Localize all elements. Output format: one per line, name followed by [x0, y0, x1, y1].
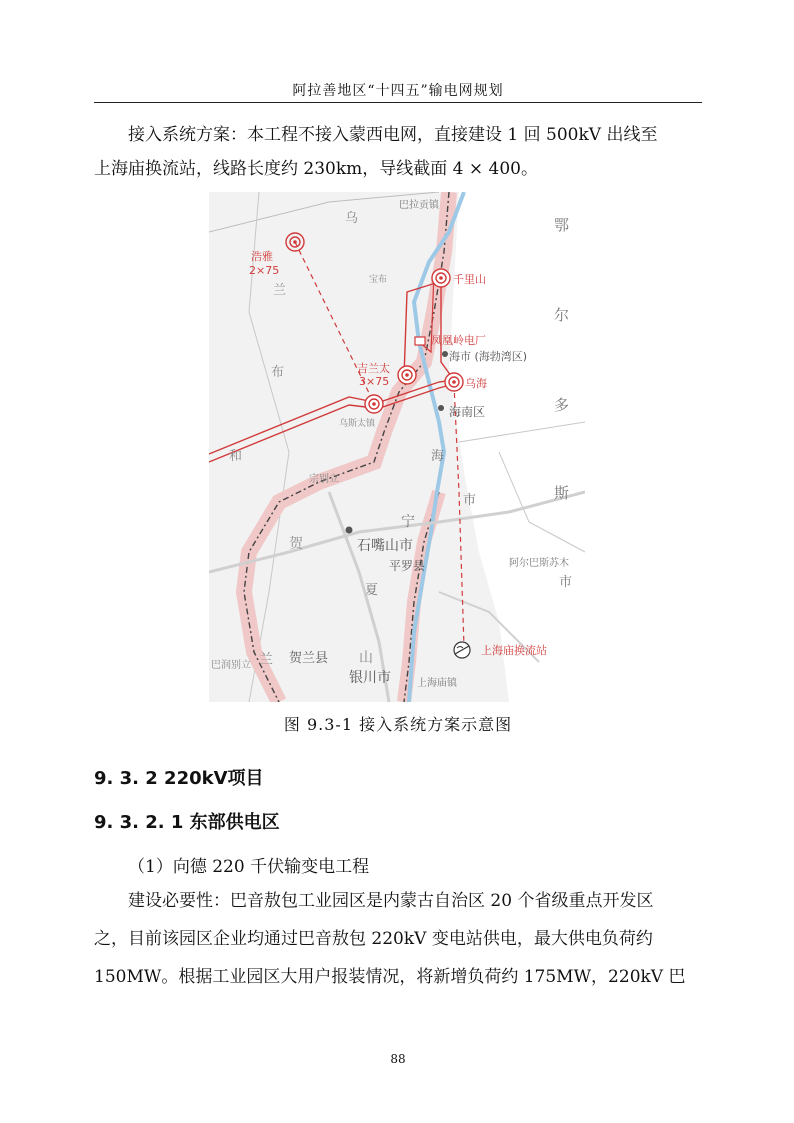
item-heading: （1）向德 220 千伏输变电工程	[128, 857, 370, 877]
label-xinliang: 宝布	[369, 275, 388, 285]
label-jilantai: 吉兰太	[357, 362, 390, 375]
label-fenghuangling: 凤凰岭电厂	[431, 334, 486, 347]
substation-west-icon	[365, 395, 383, 413]
converter-station-icon	[454, 642, 470, 658]
label-shanghaimiao-town: 上海庙镇	[417, 678, 457, 689]
label-shanghaimiao-station: 上海庙换流站	[481, 644, 547, 657]
city-dot	[438, 405, 444, 411]
substation-wuhai-icon	[445, 373, 463, 391]
city-dot	[346, 527, 353, 534]
label-lan: 兰	[273, 283, 287, 298]
label-pingluo: 平罗县	[389, 559, 426, 573]
label-helan: 贺兰县	[289, 651, 329, 666]
label-xia: 夏	[365, 583, 379, 598]
label-haibowan: 海市 (海勃湾区)	[449, 350, 528, 363]
label-er: 尔	[554, 306, 570, 324]
label-si: 斯	[554, 484, 570, 502]
label-yinchuan: 银川市	[349, 670, 391, 686]
body-line-3: 150MW。根据工业园区大用户报装情况，将新增负荷约 175MW，220kV 巴	[94, 967, 686, 987]
body-line-1: 建设必要性：巴音敖包工业园区是内蒙古自治区 20 个省级重点开发区	[128, 891, 654, 911]
page-number: 88	[390, 1052, 406, 1066]
label-shan: 山	[359, 650, 373, 666]
connection-scheme-map	[209, 192, 585, 702]
label-haoya: 浩雅	[251, 250, 273, 263]
label-zongbie: 宗别立	[309, 474, 339, 485]
body-line-2: 之，目前该园区企业均通过巴音敖包 220kV 变电站供电，最大供电负荷约	[94, 929, 653, 949]
label-ning: 宁	[401, 514, 415, 530]
label-shi: 市	[463, 493, 477, 508]
label-shizuishan: 石嘴山市	[357, 538, 413, 554]
label-haoya-capacity: 2×75	[249, 264, 280, 277]
label-qianlishan: 千里山	[453, 273, 486, 286]
figure-caption: 图 9.3-1 接入系统方案示意图	[283, 715, 513, 734]
power-plant-fenghuangling-icon	[415, 337, 425, 345]
intro-line-2: 上海庙换流站，线路长度约 230km，导线截面 4 × 400。	[94, 159, 538, 179]
substation-qianlishan-icon	[432, 269, 450, 287]
label-shi-east: 市	[559, 575, 573, 590]
label-hai: 海	[431, 449, 445, 464]
label-bayan-town: 巴拉贡镇	[399, 200, 439, 211]
label-e: 鄂	[554, 216, 570, 234]
label-wusitai: 乌斯太镇	[339, 419, 376, 429]
label-bu: 布	[271, 365, 285, 380]
label-hainan: 海南区	[449, 405, 486, 419]
header-rule	[94, 102, 702, 103]
label-wu: 乌	[345, 211, 359, 226]
running-header: 阿拉善地区“十四五”输电网规划	[292, 83, 504, 99]
substation-jilantai-icon	[398, 366, 416, 384]
section-heading-932: 9. 3. 2 220kV项目	[94, 768, 264, 789]
label-he: 和	[229, 449, 243, 464]
label-lan2: 兰	[259, 652, 273, 668]
label-he2: 贺	[289, 536, 303, 552]
label-jilantai-capacity: 3×75	[359, 375, 390, 388]
city-dot	[442, 351, 448, 357]
label-arbas: 阿尔巴斯苏木	[509, 558, 569, 569]
map-svg	[209, 192, 585, 702]
label-wuhai: 乌海	[465, 377, 487, 390]
label-bayanbie: 巴润别立	[211, 660, 251, 671]
label-duo: 多	[554, 396, 570, 414]
intro-line-1: 接入系统方案：本工程不接入蒙西电网，直接建设 1 回 500kV 出线至	[128, 125, 658, 145]
section-heading-9321: 9. 3. 2. 1 东部供电区	[94, 812, 280, 833]
